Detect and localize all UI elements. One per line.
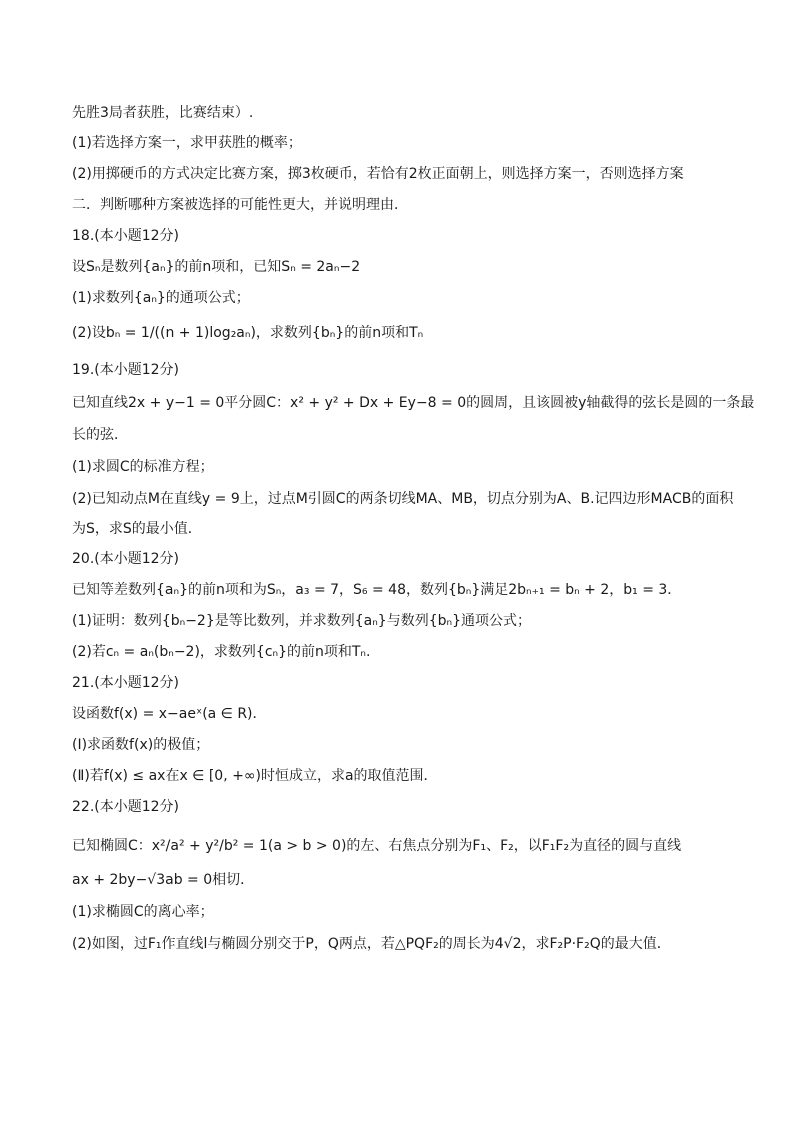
- question-21-part-2: (Ⅱ)若f(x) ≤ ax在x ∈ [0, +∞)时恒成立，求a的取值范围．: [72, 768, 438, 784]
- text-line-2: (1)若选择方案一，求甲获胜的概率；: [72, 135, 302, 151]
- question-21-header: 21.(本小题12分): [72, 675, 180, 691]
- question-21-stem: 设函数f(x) = x−aeˣ(a ∈ R)．: [72, 706, 267, 722]
- question-20-header: 20.(本小题12分): [72, 551, 180, 567]
- question-18-header: 18.(本小题12分): [72, 228, 180, 244]
- question-22-part-1: (1)求椭圆C的离心率；: [72, 904, 214, 920]
- question-18-stem: 设Sₙ是数列{aₙ}的前n项和，已知Sₙ = 2aₙ−2: [72, 259, 361, 275]
- question-20-part-1: (1)证明：数列{bₙ−2}是等比数列，并求数列{aₙ}与数列{bₙ}通项公式；: [72, 613, 531, 629]
- question-19-stem-cont: 长的弦．: [72, 427, 128, 443]
- text-line-3: (2)用掷硬币的方式决定比赛方案，掷3枚硬币，若恰有2枚正面朝上，则选择方案一，否则选择方案: [72, 166, 684, 182]
- question-21-part-1: (Ⅰ)求函数f(x)的极值；: [72, 737, 210, 753]
- question-20-part-2: (2)若cₙ = aₙ(bₙ−2)，求数列{cₙ}的前n项和Tₙ.: [72, 644, 371, 660]
- question-19-header: 19.(本小题12分): [72, 362, 180, 378]
- question-22-part-2: (2)如图，过F₁作直线l与椭圆分别交于P，Q两点，若△PQF₂的周长为4√2，求F₂P·F₂Q的最大值．: [72, 936, 671, 952]
- text-line-1: 先胜3局者获胜，比赛结束）.: [72, 105, 254, 121]
- text-line-4: 二．判断哪种方案被选择的可能性更大，并说明理由．: [72, 197, 408, 213]
- question-22-stem: 已知椭圆C：x²/a² + y²/b² = 1(a > b > 0)的左、右焦点分别为F₁、F₂，以F₁F₂为直径的圆与直线: [72, 838, 682, 854]
- question-19-part-2-cont: 为S，求S的最小值．: [72, 521, 202, 537]
- question-19-stem: 已知直线2x + y−1 = 0平分圆C：x² + y² + Dx + Ey−8 = 0的圆周，且该圆被y轴截得的弦长是圆的一条最: [72, 395, 755, 411]
- question-22-header: 22.(本小题12分): [72, 799, 180, 815]
- question-20-stem: 已知等差数列{aₙ}的前n项和为Sₙ，a₃ = 7，S₆ = 48，数列{bₙ}满足2bₙ₊₁ = bₙ + 2，b₁ = 3．: [72, 582, 682, 598]
- question-18-part-1: (1)求数列{aₙ}的通项公式；: [72, 290, 250, 306]
- question-19-part-2: (2)已知动点M在直线y = 9上，过点M引圆C的两条切线MA、MB，切点分别为A、B.记四边形MACB的面积: [72, 491, 734, 507]
- question-18-part-2: (2)设bₙ = 1/((n + 1)log₂aₙ)，求数列{bₙ}的前n项和Tₙ: [72, 325, 424, 341]
- question-19-part-1: (1)求圆C的标准方程；: [72, 459, 214, 475]
- question-22-stem-cont: ax + 2by−√3ab = 0相切．: [72, 872, 255, 888]
